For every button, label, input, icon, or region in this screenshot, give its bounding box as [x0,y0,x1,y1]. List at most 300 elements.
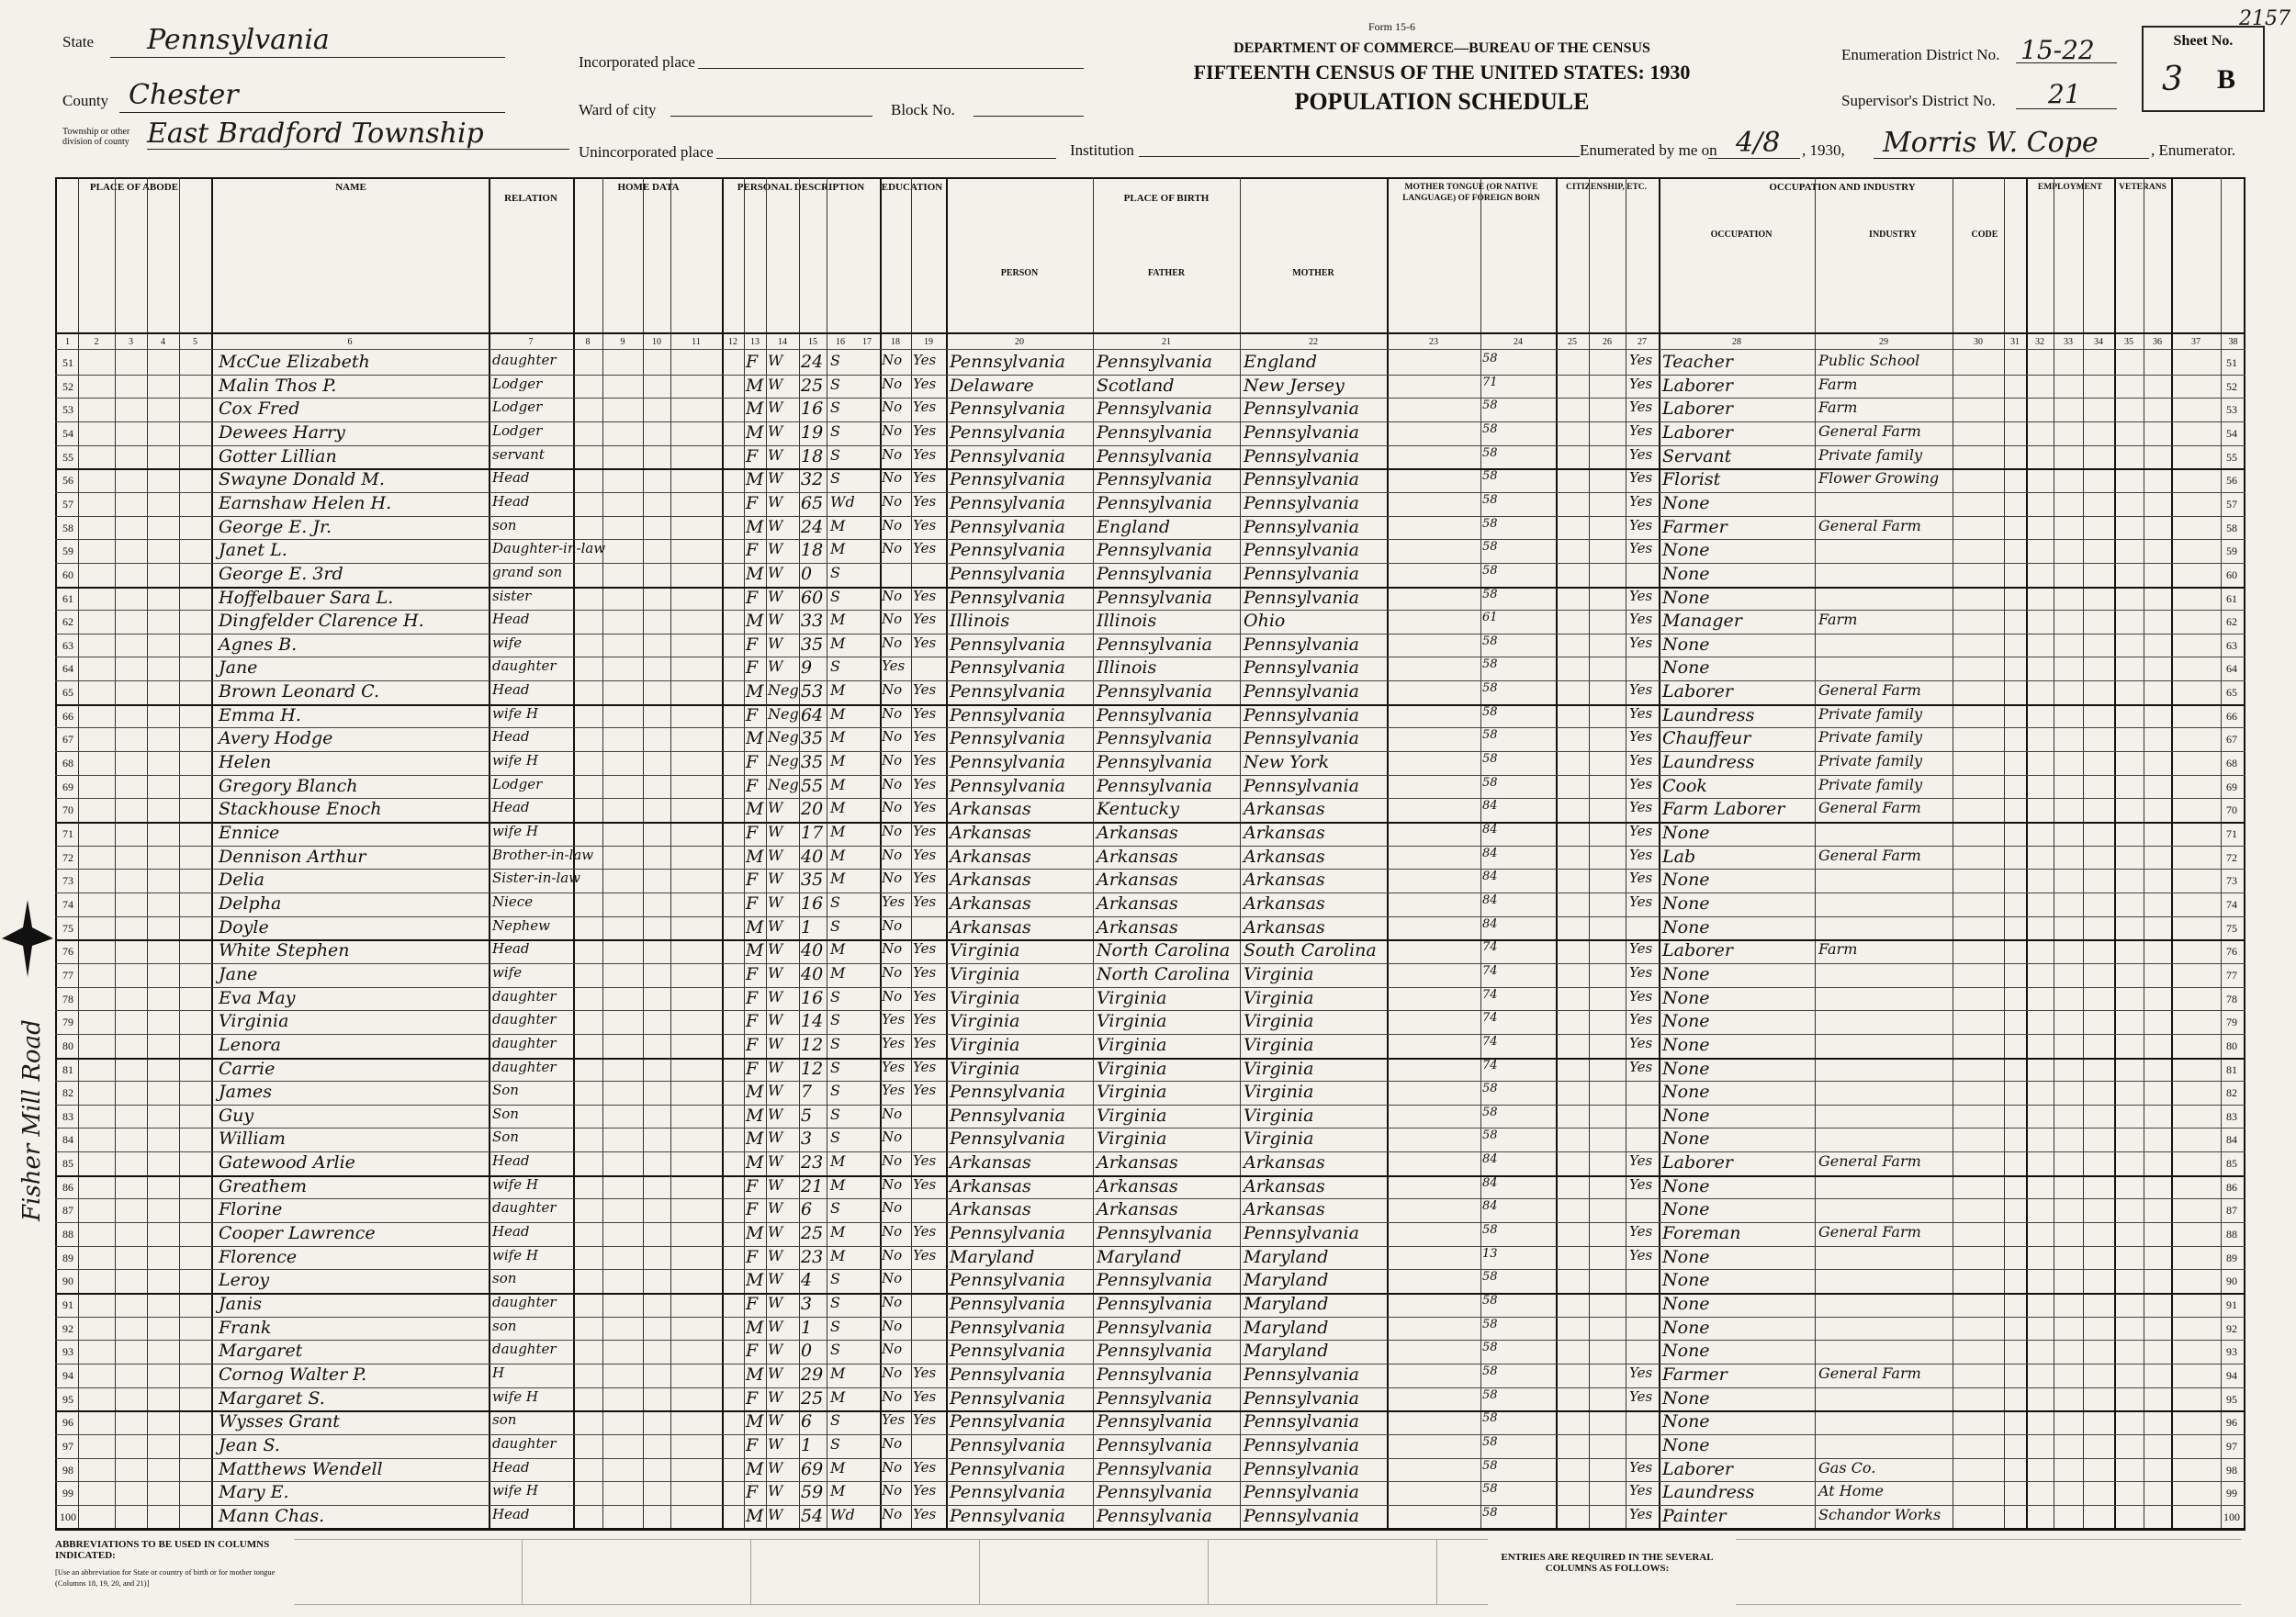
cell-mother-birth: South Carolina [1244,940,1377,961]
cell-relation: Brother-in-law [492,846,594,863]
cell-name: Gatewood Arlie [219,1152,355,1173]
enumerated-date: 4/8 [1736,127,1781,159]
cell-race: W [768,516,783,534]
cell-lang-code: 58 [1482,1129,1498,1143]
cell-occupation: None [1662,916,1710,938]
cell-name: Jean S. [219,1434,280,1455]
column-number: 31 [2010,337,2020,347]
cell-relation: son [492,1270,517,1287]
row-number: 70 [2226,803,2237,817]
cell-race: W [768,799,783,817]
cell-citizen: Yes [1629,469,1653,487]
cell-birth: Arkansas [950,799,1031,820]
cell-age: 1 [801,1434,813,1455]
cell-father-birth: Pennsylvania [1097,1223,1212,1244]
column-number: 18 [891,337,900,347]
cell-lang-code: 74 [1482,1034,1498,1049]
cell-sex: M [746,940,764,961]
supervisor-value: 21 [2048,79,2081,109]
cell-relation: Sister-in-law [492,870,581,887]
cell-occupation: None [1662,893,1710,914]
cell-birth: Pennsylvania [950,421,1065,443]
cell-relation: daughter [492,1034,557,1051]
cell-father-birth: Pennsylvania [1097,421,1212,443]
row-number: 89 [62,1251,73,1264]
cell-occupation: None [1662,1317,1710,1338]
cell-school: Yes [882,1082,906,1099]
cell-name: Helen [219,752,272,773]
entries-title: ENTRIES ARE REQUIRED IN THE SEVERAL COLUMNS AS FOLLOWS: [1501,1552,1714,1574]
cell-name: Margaret S. [219,1387,325,1409]
cell-lang-code: 58 [1482,1317,1498,1331]
cell-name: Jane [219,963,258,984]
row-number: 89 [2226,1251,2237,1264]
cell-father-birth: Arkansas [1097,1199,1178,1220]
cell-age: 1 [801,1317,813,1338]
cell-lang-code: 84 [1482,1199,1498,1214]
cell-lang-code: 58 [1482,1482,1498,1497]
column-number: 14 [778,337,787,347]
row-number: 86 [2226,1180,2237,1194]
cell-sex: F [746,1482,759,1503]
cell-school: No [882,1152,903,1170]
cell-birth: Virginia [950,1011,1020,1032]
cell-citizen: Yes [1629,1458,1653,1476]
cell-marital: M [830,728,846,747]
cell-name: Agnes B. [219,634,298,655]
cell-citizen: Yes [1629,704,1653,722]
cell-industry: Farm [1818,611,1858,629]
cell-read: Yes [913,1058,937,1075]
cell-father-birth: Pennsylvania [1097,399,1212,420]
cell-read: Yes [913,728,937,746]
cell-read: Yes [913,421,937,439]
cell-race: W [768,634,783,652]
cell-lang-code: 58 [1482,492,1498,507]
cell-race: W [768,1082,783,1100]
cell-mother-birth: Arkansas [1244,1175,1325,1196]
cell-name: Cox Fred [219,399,300,420]
cell-marital: S [830,1411,840,1430]
cell-sex: M [746,1317,764,1338]
row-number: 57 [62,497,73,511]
cell-sex: F [746,704,759,725]
group-personal: PERSONAL DESCRIPTION [737,182,865,193]
cell-read: Yes [913,352,937,368]
cell-age: 19 [801,421,824,443]
cell-birth: Pennsylvania [950,1387,1065,1409]
cell-mother-birth: Maryland [1244,1246,1329,1267]
column-number: 27 [1638,337,1647,347]
cell-father-birth: Pennsylvania [1097,728,1212,749]
cell-occupation: None [1662,1387,1710,1409]
cell-relation: wife [492,634,523,651]
cell-industry: Farm [1818,375,1858,393]
cell-age: 69 [801,1458,824,1479]
cell-industry: Private family [1818,775,1922,793]
cell-sex: F [746,870,759,891]
cell-name: Avery Hodge [219,728,333,749]
cell-relation: Son [492,1129,519,1146]
cell-industry: Private family [1818,728,1922,747]
cell-school: No [882,445,903,463]
cell-school: Yes [882,1411,906,1429]
cell-birth: Pennsylvania [950,1411,1065,1432]
cell-age: 25 [801,375,824,396]
cell-race: W [768,940,783,959]
cell-occupation: Teacher [1662,352,1733,372]
cell-school: No [882,1458,903,1476]
cell-lang-code: 58 [1482,1505,1498,1520]
column-number: 21 [1162,337,1171,347]
enum-district-label: Enumeration District No. [1841,46,2000,63]
cell-relation: son [492,1317,517,1334]
cell-birth: Arkansas [950,1199,1031,1220]
cell-father-birth: Pennsylvania [1097,704,1212,725]
column-number: 3 [129,337,133,347]
cell-school: No [882,1505,903,1522]
cell-relation: daughter [492,352,557,368]
cell-relation: Head [492,1505,530,1522]
row-number: 88 [2226,1228,2237,1241]
cell-father-birth: Arkansas [1097,1152,1178,1173]
group-veterans: VETERANS [2119,183,2167,192]
cell-birth: Arkansas [950,870,1031,891]
cell-age: 6 [801,1199,813,1220]
cell-race: W [768,469,783,488]
cell-sex: M [746,681,764,702]
cell-lang-code: 58 [1482,516,1498,531]
cell-age: 25 [801,1387,824,1409]
cell-school: No [882,540,903,557]
cell-father-birth: Maryland [1097,1246,1182,1267]
cell-industry: Public School [1818,352,1920,369]
cell-marital: S [830,1270,840,1288]
cell-father-birth: Virginia [1097,1011,1167,1032]
cell-mother-birth: New York [1244,752,1330,773]
cell-age: 1 [801,916,813,938]
cell-school: No [882,752,903,769]
cell-age: 35 [801,728,824,749]
cell-race: Neg [768,752,799,770]
cell-school: No [882,587,903,604]
row-number: 61 [2226,591,2237,605]
cell-lang-code: 84 [1482,823,1498,837]
column-number: 29 [1879,337,1888,347]
abbrev-title: ABBREVIATIONS TO BE USED IN COLUMNS INDICATED: [55,1539,270,1561]
cell-marital: S [830,399,840,417]
cell-lang-code: 58 [1482,728,1498,743]
cell-name: Wysses Grant [219,1411,340,1432]
cell-school: No [882,421,903,439]
cell-name: Hoffelbauer Sara L. [219,587,394,608]
cell-occupation: Laundress [1662,704,1755,725]
cell-occupation: None [1662,1175,1710,1196]
row-number: 67 [62,733,73,747]
column-number: 33 [2064,337,2073,347]
cell-citizen: Yes [1629,445,1653,463]
cell-school: No [882,1434,903,1452]
cell-birth: Pennsylvania [950,1082,1065,1103]
cell-citizen: Yes [1629,775,1653,792]
row-number: 64 [2226,662,2237,676]
cell-sex: M [746,1505,764,1526]
cell-sex: F [746,823,759,843]
cell-school: No [882,352,903,368]
row-number: 81 [62,1062,73,1076]
cell-father-birth: Virginia [1097,1034,1167,1055]
cell-name: Matthews Wendell [219,1458,383,1479]
cell-sex: F [746,1341,759,1362]
cell-mother-birth: Pennsylvania [1244,1482,1359,1503]
cell-read: Yes [913,940,937,958]
institution-label: Institution [1070,141,1134,159]
row-number: 76 [2226,945,2237,959]
cell-birth: Pennsylvania [950,634,1065,655]
cell-lang-code: 58 [1482,352,1498,365]
cell-citizen: Yes [1629,799,1653,816]
cell-occupation: Laundress [1662,752,1755,773]
row-number: 62 [2226,615,2237,629]
cell-name: Mann Chas. [219,1505,325,1526]
row-number: 67 [2226,733,2237,747]
cell-lang-code: 61 [1482,611,1498,625]
cell-read: Yes [913,1482,937,1499]
cell-race: W [768,1341,783,1359]
cell-lang-code: 58 [1482,1411,1498,1426]
star-mark-icon [2,900,53,977]
row-number: 61 [62,591,73,605]
cell-school: Yes [882,657,906,675]
row-number: 96 [62,1416,73,1430]
column-number: 13 [750,337,760,347]
cell-read: Yes [913,1175,937,1193]
cell-citizen: Yes [1629,492,1653,510]
cell-race: W [768,823,783,840]
cell-mother-birth: Virginia [1244,963,1314,984]
cell-citizen: Yes [1629,421,1653,439]
cell-birth: Arkansas [950,846,1031,867]
column-number: 6 [347,337,353,347]
cell-citizen: Yes [1629,1364,1653,1381]
cell-race: W [768,421,783,440]
cell-occupation: None [1662,492,1710,513]
cell-birth: Arkansas [950,1152,1031,1173]
row-number: 66 [2226,709,2237,723]
row-number: 97 [2226,1439,2237,1453]
subhead-mother: MOTHER [1292,268,1334,278]
cell-sex: F [746,587,759,608]
cell-father-birth: Pennsylvania [1097,587,1212,608]
cell-occupation: None [1662,1434,1710,1455]
cell-occupation: Laborer [1662,940,1733,961]
cell-sex: F [746,657,759,679]
cell-sex: M [746,375,764,396]
cell-industry: Private family [1818,704,1922,723]
cell-name: Cooper Lawrence [219,1223,376,1244]
cell-occupation: Laborer [1662,1458,1733,1479]
cell-occupation: None [1662,1034,1710,1055]
cell-school: No [882,728,903,746]
cell-age: 25 [801,1223,824,1244]
township-value: East Bradford Township [147,118,484,150]
row-number: 73 [2226,874,2237,888]
row-number: 95 [2226,1392,2237,1406]
cell-occupation: Laborer [1662,681,1733,702]
cell-citizen: Yes [1629,399,1653,416]
cell-citizen: Yes [1629,1152,1653,1170]
census-title: FIFTEENTH CENSUS OF THE UNITED STATES: 1930 [1193,61,1691,84]
cell-industry: Private family [1818,752,1922,770]
cell-occupation: None [1662,1105,1710,1126]
cell-school: Yes [882,893,906,910]
cell-mother-birth: Pennsylvania [1244,1458,1359,1479]
cell-read: Yes [913,611,937,628]
cell-father-birth: Pennsylvania [1097,681,1212,702]
cell-school: No [882,1270,903,1287]
cell-industry: Gas Co. [1818,1458,1876,1477]
column-number: 12 [728,337,737,347]
cell-occupation: Laborer [1662,375,1733,396]
cell-school: No [882,375,903,392]
cell-mother-birth: Pennsylvania [1244,1223,1359,1244]
row-number: 82 [62,1086,73,1100]
cell-father-birth: Pennsylvania [1097,1294,1212,1314]
cell-mother-birth: Pennsylvania [1244,540,1359,561]
cell-school: No [882,1223,903,1241]
cell-occupation: Chauffeur [1662,728,1751,749]
column-number: 28 [1732,337,1741,347]
cell-occupation: Servant [1662,445,1732,466]
cell-father-birth: Arkansas [1097,893,1178,914]
cell-race: W [768,1152,783,1171]
cell-read: Yes [913,775,937,792]
cell-marital: M [830,963,846,982]
cell-relation: Lodger [492,375,543,392]
cell-marital: S [830,1082,840,1100]
cell-school: No [882,1105,903,1122]
cell-mother-birth: Arkansas [1244,893,1325,914]
row-number: 78 [62,992,73,1005]
cell-citizen: Yes [1629,611,1653,628]
cell-mother-birth: Pennsylvania [1244,516,1359,537]
cell-school: No [882,1129,903,1146]
row-number: 64 [62,662,73,676]
cell-relation: daughter [492,1011,557,1028]
cell-race: W [768,1294,783,1311]
cell-relation: Lodger [492,421,543,439]
subhead-occupation: OCCUPATION [1710,230,1773,240]
cell-relation: Son [492,1082,519,1099]
cell-occupation: Laundress [1662,1482,1755,1503]
cell-name: Swayne Donald M. [219,469,385,490]
cell-mother-birth: Pennsylvania [1244,492,1359,513]
cell-relation: Lodger [492,399,543,416]
row-number: 86 [62,1180,73,1194]
cell-marital: S [830,1199,840,1218]
row-number: 75 [62,921,73,935]
column-number: 35 [2124,337,2133,347]
row-number: 93 [2226,1345,2237,1359]
cell-age: 20 [801,799,824,820]
cell-father-birth: Pennsylvania [1097,445,1212,466]
row-number: 63 [62,638,73,652]
cell-citizen: Yes [1629,728,1653,746]
cell-citizen: Yes [1629,940,1653,958]
cell-occupation: None [1662,963,1710,984]
cell-name: Virginia [219,1011,289,1032]
cell-lang-code: 58 [1482,1387,1498,1402]
cell-father-birth: Pennsylvania [1097,1364,1212,1385]
row-number: 53 [62,403,73,417]
cell-lang-code: 84 [1482,799,1498,814]
cell-race: W [768,1482,783,1500]
cell-industry: Private family [1818,445,1922,464]
cell-mother-birth: Virginia [1244,1034,1314,1055]
cell-birth: Arkansas [950,823,1031,843]
row-number: 69 [62,780,73,793]
cell-marital: M [830,752,846,770]
cell-read: Yes [913,1411,937,1429]
cell-school: No [882,516,903,533]
cell-mother-birth: Pennsylvania [1244,587,1359,608]
cell-school: Yes [882,1058,906,1075]
cell-race: Neg [768,728,799,747]
cell-age: 24 [801,352,824,372]
row-number: 75 [2226,921,2237,935]
cell-race: W [768,611,783,629]
cell-marital: M [830,1387,846,1406]
cell-relation: wife H [492,752,538,769]
cell-marital: S [830,893,840,911]
cell-occupation: None [1662,1246,1710,1267]
cell-birth: Virginia [950,1034,1020,1055]
cell-race: W [768,916,783,935]
row-number: 78 [2226,992,2237,1005]
row-number: 94 [2226,1368,2237,1382]
cell-mother-birth: Virginia [1244,1129,1314,1150]
cell-sex: M [746,916,764,938]
cell-marital: M [830,775,846,793]
cell-race: W [768,1434,783,1453]
cell-age: 18 [801,445,824,466]
cell-relation: Head [492,728,530,746]
cell-father-birth: Scotland [1097,375,1175,396]
cell-lang-code: 74 [1482,940,1498,955]
group-name: NAME [335,182,366,193]
cell-marital: M [830,870,846,888]
cell-father-birth: Arkansas [1097,916,1178,938]
cell-lang-code: 58 [1482,681,1498,696]
cell-mother-birth: Virginia [1244,1058,1314,1079]
entries-table [1736,1539,2241,1605]
cell-occupation: Farmer [1662,1364,1728,1385]
cell-father-birth: Pennsylvania [1097,775,1212,796]
cell-sex: M [746,421,764,443]
cell-marital: Wd [830,1505,855,1523]
column-number: 16 [836,337,845,347]
cell-school: Yes [882,1034,906,1051]
cell-father-birth: Pennsylvania [1097,1387,1212,1409]
cell-birth: Pennsylvania [950,775,1065,796]
cell-occupation: Foreman [1662,1223,1741,1244]
row-number: 90 [62,1275,73,1288]
cell-birth: Pennsylvania [950,492,1065,513]
cell-sex: F [746,634,759,655]
row-number: 51 [2226,356,2237,369]
cell-sex: F [746,445,759,466]
cell-race: W [768,1270,783,1288]
